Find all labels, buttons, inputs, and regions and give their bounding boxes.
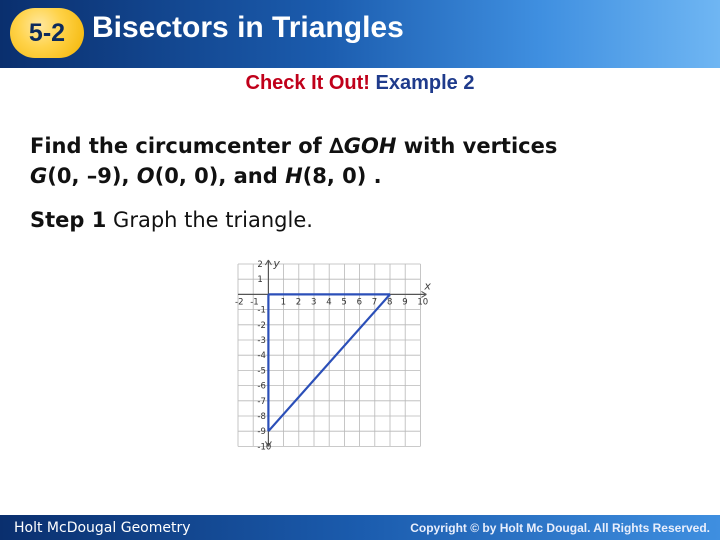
y-tick-label: -6 <box>257 381 266 392</box>
vertex-o: O <box>136 164 155 188</box>
example-subtitle <box>0 72 720 95</box>
y-tick-label: -7 <box>257 396 266 407</box>
problem-text-1: Find the circumcenter of <box>30 134 330 158</box>
lesson-badge <box>10 8 84 58</box>
y-tick-label: 2 <box>257 260 263 270</box>
x-tick-label: 6 <box>356 297 363 308</box>
y-tick-label: -8 <box>257 412 266 422</box>
x-tick-label: 9 <box>402 297 408 308</box>
y-axis-label: y <box>273 258 280 270</box>
x-tick-label: -2 <box>235 297 244 308</box>
vertex-o-coords: (0, 0), and <box>154 164 286 188</box>
footer-publisher: Holt McDougal Geometry <box>14 520 191 536</box>
coordinate-graph <box>226 258 436 470</box>
y-tick-label: -2 <box>257 320 266 331</box>
step-text: Graph the triangle. <box>106 208 313 232</box>
y-tick-label: 1 <box>257 275 263 286</box>
x-tick-label: 7 <box>371 297 378 308</box>
step-1 <box>30 208 313 232</box>
y-tick-label: -5 <box>257 366 266 377</box>
vertex-g: G <box>30 164 48 188</box>
x-tick-label: 10 <box>417 297 429 308</box>
vertex-h: H <box>285 164 303 188</box>
problem-statement <box>30 131 710 191</box>
x-tick-label: 2 <box>295 297 302 308</box>
example-label: Example 2 <box>375 72 475 94</box>
x-axis-label: x <box>424 279 431 293</box>
footer-copyright: Copyright © by Holt Mc Dougal. All Rights Reserved. <box>410 521 710 535</box>
problem-text-2: with vertices <box>396 134 558 158</box>
y-tick-label: -9 <box>257 427 266 438</box>
y-tick-label: -10 <box>257 442 272 453</box>
check-it-out-label: Check It Out! <box>245 72 370 94</box>
vertex-h-coords: (8, 0) . <box>302 164 382 188</box>
step-label: Step 1 <box>30 208 107 232</box>
header-bar <box>0 0 720 68</box>
y-tick-label: -4 <box>257 351 266 362</box>
y-tick-label: -1 <box>257 305 266 316</box>
x-tick-label: -1 <box>250 297 259 308</box>
y-tick-label: -3 <box>257 336 266 346</box>
x-tick-label: 4 <box>326 297 332 308</box>
x-tick-label: 1 <box>280 297 287 308</box>
lesson-number: 5-2 <box>28 18 66 47</box>
triangle-name: ∆GOH <box>329 134 397 158</box>
lesson-title: Bisectors in Triangles <box>92 11 404 44</box>
x-tick-label: 3 <box>311 297 317 308</box>
x-tick-label: 8 <box>387 297 393 308</box>
vertex-g-coords: (0, –9), <box>47 164 137 188</box>
footer-bar <box>0 515 720 540</box>
x-tick-label: 5 <box>341 297 347 308</box>
